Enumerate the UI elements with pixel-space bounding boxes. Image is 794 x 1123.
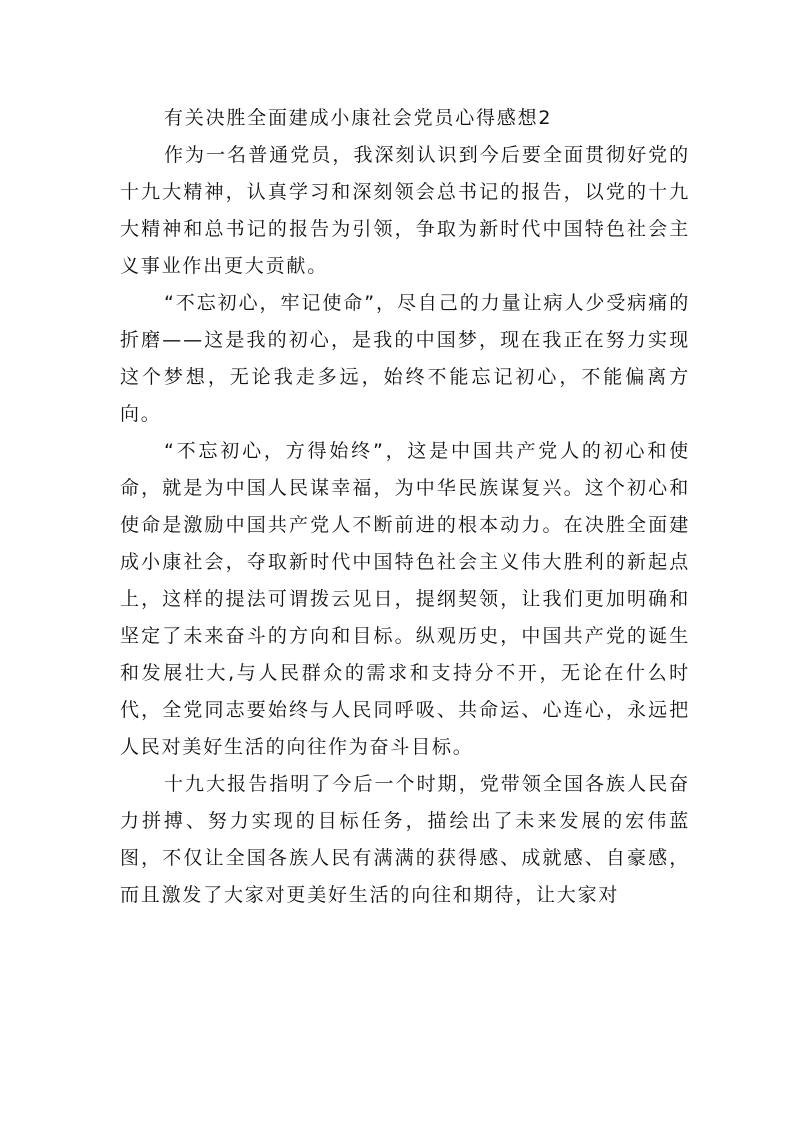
paragraph-1: 作为一名普通党员，我深刻认识到今后要全面贯彻好党的十九大精神，认真学习和深刻领会总书记的报告，以党的十九大精神和总书记的报告为引领，争取为新时代中国特色社会主义事业作出更大贡献。: [120, 144, 690, 277]
paragraph-2: “不忘初心，牢记使命”，尽自己的力量让病人少受病痛的折磨——这是我的初心，是我的中国梦，现在我正在努力实现这个梦想，无论我走多远，始终不能忘记初心，不能偏离方向。: [120, 292, 690, 425]
document-title: 有关决胜全面建成小康社会党员心得感想2: [164, 107, 553, 129]
document-body: [120, 100, 690, 914]
paragraph-3: “不忘初心，方得始终”，这是中国共产党人的初心和使命，就是为中国人民谋幸福，为中华民族谋复兴。这个初心和使命是激励中国共产党人不断前进的根本动力。在决胜全面建成小康社会，夺取新时代中国特色社会主义伟大胜利的新起点上，这样的提法可谓拨云见日，提纲契领，让我们更加明确和坚定了未来奋斗的方向和目标。纵观历史，中国共产党的诞生和发展壮大,与人民群众的需求和支持分不开，无论在什么时代，全党同志要始终与人民同呼吸、共命运、心连心，永远把人民对美好生活的向往作为奋斗目标。: [120, 440, 690, 758]
paragraph-4: 十九大报告指明了今后一个时期，党带领全国各族人民奋力拼搏、努力实现的目标任务，描绘出了未来发展的宏伟蓝图，不仅让全国各族人民有满满的获得感、成就感、自豪感，而且激发了大家对更美好生活的向往和期待，让大家对: [120, 773, 690, 906]
